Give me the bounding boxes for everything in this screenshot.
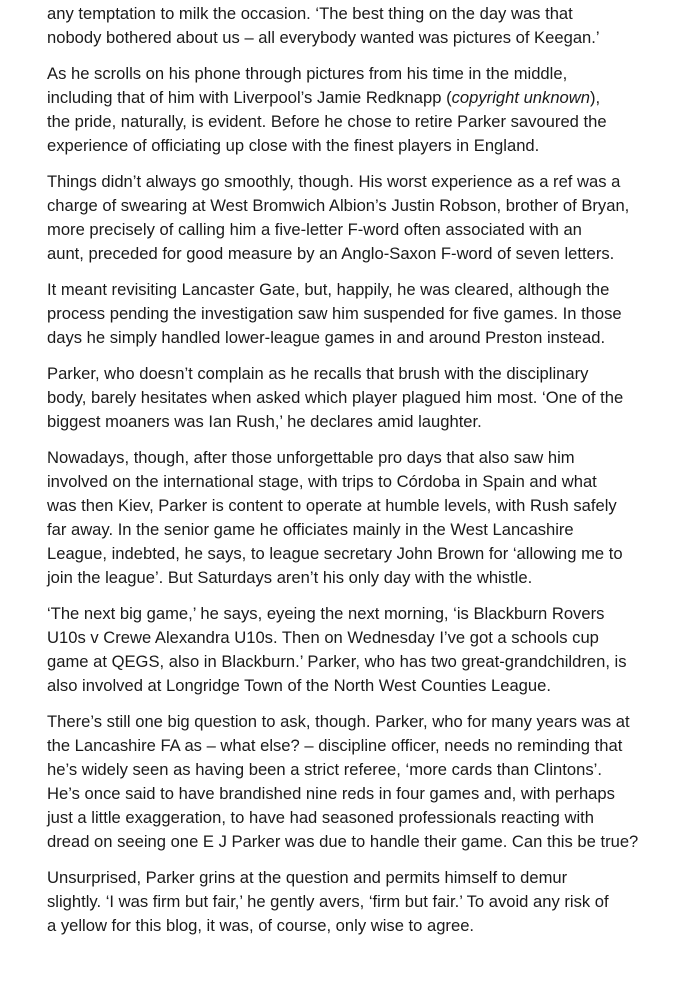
text-line: He’s once said to have brandished nine reds in four games and, with perhaps: [47, 784, 615, 803]
text-line: experience of officiating up close with the finest players in England.: [47, 136, 540, 155]
text-line: U10s v Crewe Alexandra U10s. Then on Wednesday I’ve got a schools cup: [47, 628, 599, 647]
paragraph: [47, 362, 687, 434]
text-line: days he simply handled lower-league games in and around Preston instead.: [47, 328, 606, 347]
text-line: was then Kiev, Parker is content to operate at humble levels, with Rush safely: [47, 496, 617, 515]
text-run: including that of him with Liverpool’s Jamie Redknapp (: [47, 88, 452, 107]
paragraph: [47, 62, 687, 158]
text-line: just a little exaggeration, to have had seasoned professionals reacting with: [47, 808, 595, 827]
text-line: game at QEGS, also in Blackburn.’ Parker, who has two great-grandchildren, is: [47, 652, 627, 671]
text-line: Things didn’t always go smoothly, though. His worst experience as a ref was a: [47, 172, 621, 191]
paragraph: [47, 446, 687, 590]
text-line: Unsurprised, Parker grins at the question and permits himself to demur: [47, 868, 568, 887]
text-line: Parker, who doesn’t complain as he recalls that brush with the disciplinary: [47, 364, 589, 383]
text-line: he’s widely seen as having been a strict referee, ‘more cards than Clintons’.: [47, 760, 602, 779]
text-line: aunt, preceded for good measure by an Anglo-Saxon F-word of seven letters.: [47, 244, 615, 263]
text-line: [47, 86, 687, 110]
paragraph: [47, 2, 687, 50]
text-line: any temptation to milk the occasion. ‘The best thing on the day was that: [47, 4, 573, 23]
text-line: League, indebted, he says, to league secretary John Brown for ‘allowing me to: [47, 544, 623, 563]
text-line: charge of swearing at West Bromwich Albion’s Justin Robson, brother of Bryan,: [47, 196, 630, 215]
text-line: nobody bothered about us – all everybody wanted was pictures of Keegan.’: [47, 28, 600, 47]
text-line: more precisely of calling him a five-letter F-word often associated with an: [47, 220, 582, 239]
text-line: join the league’. But Saturdays aren’t his only day with the whistle.: [47, 568, 533, 587]
text-line: ‘The next big game,’ he says, eyeing the next morning, ‘is Blackburn Rovers: [47, 604, 605, 623]
paragraph: [47, 866, 687, 938]
text-line: the pride, naturally, is evident. Before he chose to retire Parker savoured the: [47, 112, 607, 131]
text-line: slightly. ‘I was firm but fair,’ he gently avers, ‘firm but fair.’ To avoid any risk of: [47, 892, 609, 911]
text-line: involved on the international stage, with trips to Córdoba in Spain and what: [47, 472, 597, 491]
text-line: As he scrolls on his phone through pictures from his time in the middle,: [47, 64, 568, 83]
paragraph: [47, 602, 687, 698]
text-line: also involved at Longridge Town of the North West Counties League.: [47, 676, 551, 695]
text-line: It meant revisiting Lancaster Gate, but, happily, he was cleared, although the: [47, 280, 610, 299]
text-line: far away. In the senior game he officiates mainly in the West Lancashire: [47, 520, 574, 539]
text-line: a yellow for this blog, it was, of course, only wise to agree.: [47, 916, 475, 935]
text-line: dread on seeing one E J Parker was due to handle their game. Can this be true?: [47, 832, 639, 851]
text-run: ),: [590, 88, 601, 107]
text-line: body, barely hesitates when asked which player plagued him most. ‘One of the: [47, 388, 624, 407]
paragraph: [47, 710, 687, 854]
paragraph: [47, 170, 687, 266]
italic-text-run: copyright unknown: [451, 88, 590, 107]
text-line: There’s still one big question to ask, though. Parker, who for many years was at: [47, 712, 630, 731]
text-line: biggest moaners was Ian Rush,’ he declares amid laughter.: [47, 412, 482, 431]
text-line: process pending the investigation saw him suspended for five games. In those: [47, 304, 622, 323]
article-body: [47, 2, 687, 950]
text-line: the Lancashire FA as – what else? – discipline officer, needs no reminding that: [47, 736, 623, 755]
paragraph: [47, 278, 687, 350]
text-line: Nowadays, though, after those unforgettable pro days that also saw him: [47, 448, 575, 467]
